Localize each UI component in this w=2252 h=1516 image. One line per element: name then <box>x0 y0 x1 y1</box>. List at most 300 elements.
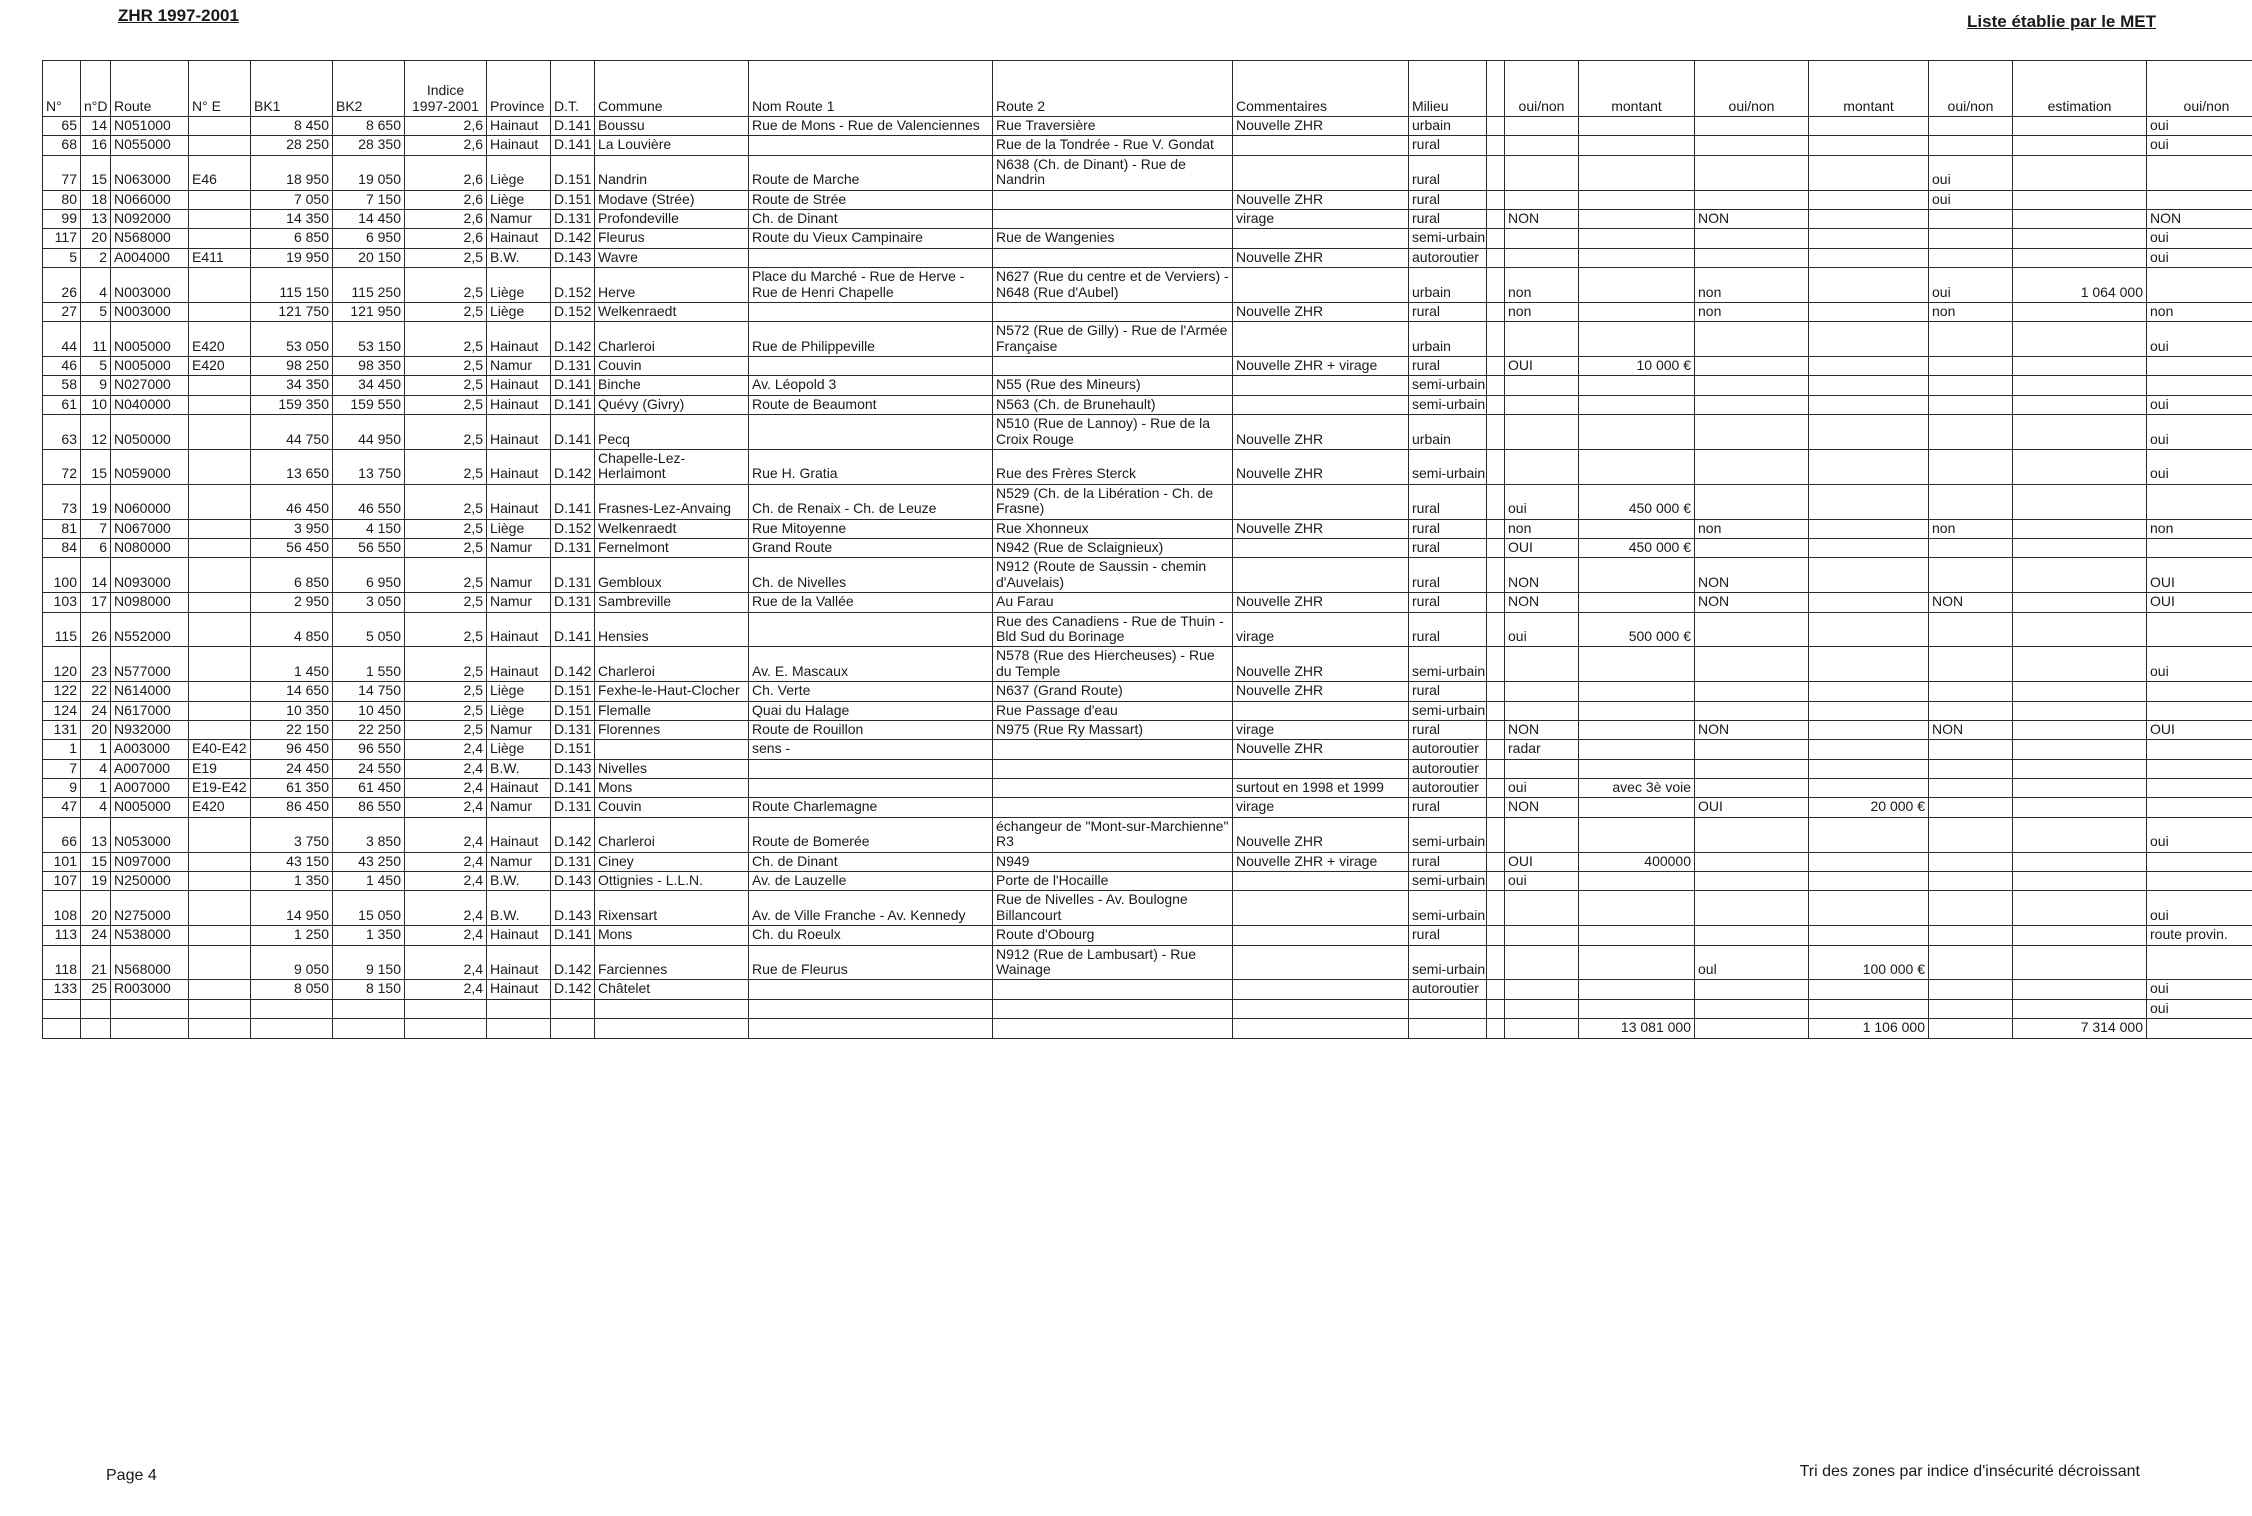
table-cell: 19 <box>81 484 111 519</box>
table-cell: N003000 <box>111 268 189 303</box>
table-cell: 19 <box>81 872 111 891</box>
table-cell <box>189 117 251 136</box>
table-cell: 77 <box>43 155 81 190</box>
table-cell: 5 <box>81 357 111 376</box>
table-cell: 56 450 <box>251 538 333 557</box>
table-cell: D.151 <box>551 190 595 209</box>
table-cell <box>1487 872 1505 891</box>
table-cell: autoroutier <box>1409 980 1487 999</box>
table-cell: N55 (Rue des Mineurs) <box>993 376 1233 395</box>
table-row <box>43 558 2252 593</box>
table-cell <box>1929 415 2013 450</box>
total-cell <box>1695 1019 1809 1038</box>
table-cell: Grand Route <box>749 538 993 557</box>
table-cell: 4 850 <box>251 612 333 647</box>
table-cell: 20 <box>81 891 111 926</box>
table-cell: non <box>1505 268 1579 303</box>
table-row <box>43 248 2252 267</box>
table-cell: 20 <box>81 229 111 248</box>
table-cell <box>1579 891 1695 926</box>
document-code: ZHR 1997-2001 <box>118 6 239 25</box>
table-cell: 1 350 <box>251 872 333 891</box>
table-cell: A004000 <box>111 248 189 267</box>
table-cell <box>1809 357 1929 376</box>
table-cell: surtout en 1998 et 1999 <box>1233 779 1409 798</box>
table-cell: D.142 <box>551 450 595 485</box>
table-cell <box>1579 926 1695 945</box>
table-cell <box>1487 357 1505 376</box>
table-cell: Nouvelle ZHR <box>1233 817 1409 852</box>
table-cell <box>2013 720 2147 739</box>
table-cell <box>1487 926 1505 945</box>
table-cell: Liège <box>487 701 551 720</box>
table-cell <box>1809 779 1929 798</box>
table-row <box>43 779 2252 798</box>
table-cell <box>1809 155 1929 190</box>
table-cell: N080000 <box>111 538 189 557</box>
table-cell: 122 <box>43 682 81 701</box>
table-cell <box>189 852 251 871</box>
table-cell: R003000 <box>111 980 189 999</box>
table-cell <box>1809 701 1929 720</box>
table-cell: 9 150 <box>333 945 405 980</box>
table-cell: 13 <box>81 817 111 852</box>
table-cell: 500 000 € <box>1579 612 1695 647</box>
table-cell: NON <box>1505 558 1579 593</box>
table-cell: 2 950 <box>251 593 333 612</box>
table-cell <box>993 999 1233 1018</box>
total-cell: 13 081 000 <box>1579 1019 1695 1038</box>
table-cell <box>189 519 251 538</box>
table-cell: autoroutier <box>1409 248 1487 267</box>
table-cell: oui <box>1505 779 1579 798</box>
table-cell: D.141 <box>551 612 595 647</box>
table-cell: virage <box>1233 720 1409 739</box>
table-cell <box>189 538 251 557</box>
table-cell <box>1809 852 1929 871</box>
table-cell: Farciennes <box>595 945 749 980</box>
table-cell <box>1579 322 1695 357</box>
table-cell: D.131 <box>551 209 595 228</box>
table-cell: Av. Léopold 3 <box>749 376 993 395</box>
table-cell <box>2013 945 2147 980</box>
table-cell <box>1929 484 2013 519</box>
table-cell: 1 064 000 <box>2013 268 2147 303</box>
table-cell <box>1487 558 1505 593</box>
table-cell <box>1809 450 1929 485</box>
table-cell <box>1929 538 2013 557</box>
table-cell: N092000 <box>111 209 189 228</box>
table-cell <box>1809 872 1929 891</box>
table-cell <box>1809 190 1929 209</box>
table-cell: Fernelmont <box>595 538 749 557</box>
table-cell: Namur <box>487 852 551 871</box>
table-cell: 19 950 <box>251 248 333 267</box>
table-cell <box>1809 268 1929 303</box>
table-cell <box>1579 229 1695 248</box>
table-cell: Nouvelle ZHR <box>1233 302 1409 321</box>
table-cell: 23 <box>81 647 111 682</box>
table-cell: N578 (Rue des Hiercheuses) - Rue du Temple <box>993 647 1233 682</box>
column-header: Route <box>111 61 189 117</box>
table-cell: Nouvelle ZHR <box>1233 740 1409 759</box>
table-cell: 10 450 <box>333 701 405 720</box>
table-cell: D.142 <box>551 322 595 357</box>
table-cell <box>1929 209 2013 228</box>
table-cell <box>1695 612 1809 647</box>
sort-note: Tri des zones par indice d'insécurité décroissant <box>1799 1463 2140 1480</box>
column-header: N° E <box>189 61 251 117</box>
table-cell <box>1579 798 1695 817</box>
column-header: oui/non <box>2147 61 2252 117</box>
table-cell: N975 (Rue Ry Massart) <box>993 720 1233 739</box>
table-cell: 10 000 € <box>1579 357 1695 376</box>
table-cell: Ch. de Renaix - Ch. de Leuze <box>749 484 993 519</box>
table-cell: 2 <box>81 248 111 267</box>
table-cell <box>1695 779 1809 798</box>
total-cell <box>749 1019 993 1038</box>
table-cell: N055000 <box>111 136 189 155</box>
table-cell: 86 450 <box>251 798 333 817</box>
table-cell: 5 <box>43 248 81 267</box>
table-cell: D.141 <box>551 484 595 519</box>
table-cell: NON <box>1695 720 1809 739</box>
table-cell: NON <box>1695 209 1809 228</box>
table-cell: Liège <box>487 740 551 759</box>
total-cell: 1 106 000 <box>1809 1019 1929 1038</box>
table-cell <box>1929 945 2013 980</box>
table-cell <box>2013 155 2147 190</box>
table-cell: 2,5 <box>405 450 487 485</box>
table-cell: rural <box>1409 798 1487 817</box>
table-cell: 6 950 <box>333 558 405 593</box>
table-cell: Rue de la Tondrée - Rue V. Gondat <box>993 136 1233 155</box>
table-cell <box>189 682 251 701</box>
table-cell: N250000 <box>111 872 189 891</box>
table-cell <box>1809 484 1929 519</box>
table-cell: 6 850 <box>251 558 333 593</box>
table-cell <box>1505 647 1579 682</box>
table-cell: 2,6 <box>405 136 487 155</box>
table-cell <box>993 190 1233 209</box>
table-cell: virage <box>1233 798 1409 817</box>
table-cell: 15 <box>81 852 111 871</box>
table-cell: Namur <box>487 593 551 612</box>
table-cell: 21 <box>81 945 111 980</box>
table-row <box>43 415 2252 450</box>
table-cell: 450 000 € <box>1579 538 1695 557</box>
table-cell <box>1695 759 1809 778</box>
table-row <box>43 155 2252 190</box>
table-cell: 15 <box>81 450 111 485</box>
table-cell: Welkenraedt <box>595 519 749 538</box>
table-cell <box>2013 357 2147 376</box>
table-cell <box>1233 759 1409 778</box>
document-source: Liste établie par le MET <box>1967 12 2156 31</box>
table-cell: D.131 <box>551 538 595 557</box>
table-cell: 117 <box>43 229 81 248</box>
column-header: BK2 <box>333 61 405 117</box>
table-cell: 19 050 <box>333 155 405 190</box>
table-cell: N063000 <box>111 155 189 190</box>
column-header: Route 2 <box>993 61 1233 117</box>
table-cell: 2,5 <box>405 612 487 647</box>
table-cell: 24 550 <box>333 759 405 778</box>
table-cell <box>2013 980 2147 999</box>
column-header: oui/non <box>1695 61 1809 117</box>
table-cell: N949 <box>993 852 1233 871</box>
table-cell <box>1487 322 1505 357</box>
table-row <box>43 759 2252 778</box>
table-cell: Hainaut <box>487 136 551 155</box>
table-cell <box>1929 740 2013 759</box>
table-cell <box>1487 682 1505 701</box>
total-cell <box>1233 1019 1409 1038</box>
table-header <box>43 61 2252 117</box>
table-cell <box>1487 190 1505 209</box>
table-cell <box>189 136 251 155</box>
table-cell: Liège <box>487 268 551 303</box>
table-cell: D.131 <box>551 798 595 817</box>
table-cell <box>993 759 1233 778</box>
table-cell: Ch. de Dinant <box>749 852 993 871</box>
table-cell: D.151 <box>551 701 595 720</box>
table-cell: rural <box>1409 926 1487 945</box>
table-cell <box>1487 415 1505 450</box>
table-cell: Nouvelle ZHR + virage <box>1233 357 1409 376</box>
table-cell: autoroutier <box>1409 740 1487 759</box>
table-cell: 2,6 <box>405 190 487 209</box>
table-cell: OUI <box>1505 538 1579 557</box>
table-cell: 2,5 <box>405 558 487 593</box>
table-cell: D.141 <box>551 779 595 798</box>
table-cell: 115 150 <box>251 268 333 303</box>
table-cell: Hainaut <box>487 117 551 136</box>
table-cell <box>1487 817 1505 852</box>
table-cell <box>1487 155 1505 190</box>
table-row <box>43 450 2252 485</box>
table-cell <box>1233 155 1409 190</box>
table-cell <box>1695 415 1809 450</box>
table-cell: 14 350 <box>251 209 333 228</box>
table-cell <box>1695 872 1809 891</box>
table-cell <box>1505 701 1579 720</box>
table-cell <box>1233 945 1409 980</box>
total-cell <box>43 1019 81 1038</box>
table-cell: A003000 <box>111 740 189 759</box>
table-cell: échangeur de "Mont-sur-Marchienne" R3 <box>993 817 1233 852</box>
table-cell: 2,4 <box>405 852 487 871</box>
table-cell <box>1695 484 1809 519</box>
table-cell: oui <box>2147 891 2252 926</box>
table-cell: 9 <box>81 376 111 395</box>
table-cell <box>1505 415 1579 450</box>
table-cell: D.141 <box>551 376 595 395</box>
table-cell <box>1695 817 1809 852</box>
table-cell: 10 <box>81 395 111 414</box>
table-cell: Hainaut <box>487 817 551 852</box>
table-cell: semi-urbain <box>1409 229 1487 248</box>
table-cell <box>993 302 1233 321</box>
table-cell <box>2147 945 2252 980</box>
table-cell: 1 350 <box>333 926 405 945</box>
table-cell <box>1929 682 2013 701</box>
table-cell: urbain <box>1409 268 1487 303</box>
table-cell: semi-urbain <box>1409 376 1487 395</box>
table-cell: Flemalle <box>595 701 749 720</box>
table-cell: 20 <box>81 720 111 739</box>
table-cell <box>2013 484 2147 519</box>
table-cell <box>1579 302 1695 321</box>
table-cell: Liège <box>487 155 551 190</box>
table-cell: 6 950 <box>333 229 405 248</box>
table-cell: D.143 <box>551 872 595 891</box>
table-cell <box>1695 395 1809 414</box>
table-cell <box>1579 872 1695 891</box>
table-cell: 84 <box>43 538 81 557</box>
table-cell: 5 <box>81 302 111 321</box>
table-cell: D.142 <box>551 980 595 999</box>
table-cell <box>1409 999 1487 1018</box>
table-cell <box>2147 612 2252 647</box>
column-header: Province <box>487 61 551 117</box>
table-cell: N005000 <box>111 798 189 817</box>
table-cell <box>1579 999 1695 1018</box>
table-cell: N627 (Rue du centre et de Verviers) - N648 (Rue d'Aubel) <box>993 268 1233 303</box>
table-cell: OUI <box>2147 593 2252 612</box>
table-cell <box>189 817 251 852</box>
table-cell <box>1695 248 1809 267</box>
table-cell: 131 <box>43 720 81 739</box>
table-row <box>43 872 2252 891</box>
table-cell <box>1505 136 1579 155</box>
table-cell <box>993 248 1233 267</box>
table-cell: E19-E42 <box>189 779 251 798</box>
table-cell <box>1579 190 1695 209</box>
table-cell: Hainaut <box>487 980 551 999</box>
table-cell <box>2147 268 2252 303</box>
table-row <box>43 720 2252 739</box>
table-cell: 11 <box>81 322 111 357</box>
table-cell: oul <box>1695 945 1809 980</box>
total-cell <box>487 1019 551 1038</box>
table-cell: OUI <box>2147 720 2252 739</box>
table-cell: N275000 <box>111 891 189 926</box>
table-cell <box>2013 117 2147 136</box>
table-cell: 1 <box>81 740 111 759</box>
table-cell: D.152 <box>551 268 595 303</box>
table-cell: rural <box>1409 682 1487 701</box>
table-cell: 63 <box>43 415 81 450</box>
table-cell: Ch. de Nivelles <box>749 558 993 593</box>
table-cell <box>1487 376 1505 395</box>
table-cell <box>189 415 251 450</box>
table-cell <box>43 999 81 1018</box>
table-cell: 159 350 <box>251 395 333 414</box>
table-cell <box>111 999 189 1018</box>
table-cell: 2,5 <box>405 647 487 682</box>
table-cell: D.152 <box>551 519 595 538</box>
table-cell <box>189 872 251 891</box>
total-cell <box>405 1019 487 1038</box>
table-cell: Chapelle-Lez-Herlaimont <box>595 450 749 485</box>
table-cell: 28 250 <box>251 136 333 155</box>
table-cell <box>1487 519 1505 538</box>
table-cell <box>1487 248 1505 267</box>
table-cell: Route de Rouillon <box>749 720 993 739</box>
table-cell: Charleroi <box>595 322 749 357</box>
table-cell <box>2013 322 2147 357</box>
total-cell <box>551 1019 595 1038</box>
table-cell: 18 950 <box>251 155 333 190</box>
table-cell <box>1579 682 1695 701</box>
table-cell <box>2147 357 2252 376</box>
table-cell <box>1695 926 1809 945</box>
table-cell: 24 450 <box>251 759 333 778</box>
table-cell: D.143 <box>551 248 595 267</box>
table-cell: N067000 <box>111 519 189 538</box>
table-cell: D.131 <box>551 558 595 593</box>
table-cell: D.143 <box>551 891 595 926</box>
table-cell: Liège <box>487 190 551 209</box>
table-cell <box>189 395 251 414</box>
table-cell: Hainaut <box>487 779 551 798</box>
table-cell <box>749 612 993 647</box>
table-cell: Profondeville <box>595 209 749 228</box>
table-cell <box>1233 268 1409 303</box>
table-cell: urbain <box>1409 415 1487 450</box>
table-cell <box>2013 872 2147 891</box>
table-cell <box>2013 612 2147 647</box>
table-cell <box>749 248 993 267</box>
table-cell: 103 <box>43 593 81 612</box>
table-cell <box>2013 926 2147 945</box>
table-cell <box>1929 612 2013 647</box>
table-cell: 4 <box>81 759 111 778</box>
table-cell: Namur <box>487 558 551 593</box>
table-cell: Charleroi <box>595 647 749 682</box>
table-cell: 2,4 <box>405 759 487 778</box>
table-cell: 43 150 <box>251 852 333 871</box>
table-cell: oui <box>1929 190 2013 209</box>
table-cell <box>405 999 487 1018</box>
table-cell: B.W. <box>487 759 551 778</box>
table-cell <box>1929 322 2013 357</box>
table-cell: 2,4 <box>405 817 487 852</box>
table-cell: N932000 <box>111 720 189 739</box>
table-row <box>43 999 2252 1018</box>
table-cell: oui <box>2147 229 2252 248</box>
table-cell: Namur <box>487 209 551 228</box>
table-cell <box>2147 872 2252 891</box>
table-cell <box>1505 926 1579 945</box>
table-cell: rural <box>1409 209 1487 228</box>
table-cell: Place du Marché - Rue de Herve - Rue de Henri Chapelle <box>749 268 993 303</box>
table-cell: D.131 <box>551 593 595 612</box>
table-totals <box>43 1019 2252 1038</box>
table-cell: oui <box>1505 484 1579 519</box>
table-cell: 98 250 <box>251 357 333 376</box>
table-cell: Quai du Halage <box>749 701 993 720</box>
table-cell: NON <box>1929 720 2013 739</box>
table-cell <box>1695 155 1809 190</box>
table-cell: N529 (Ch. de la Libération - Ch. de Frasne) <box>993 484 1233 519</box>
table-cell: Rue de Nivelles - Av. Boulogne Billancourt <box>993 891 1233 926</box>
table-cell <box>1809 136 1929 155</box>
table-cell <box>1695 891 1809 926</box>
table-cell: Hainaut <box>487 612 551 647</box>
table-cell <box>189 999 251 1018</box>
